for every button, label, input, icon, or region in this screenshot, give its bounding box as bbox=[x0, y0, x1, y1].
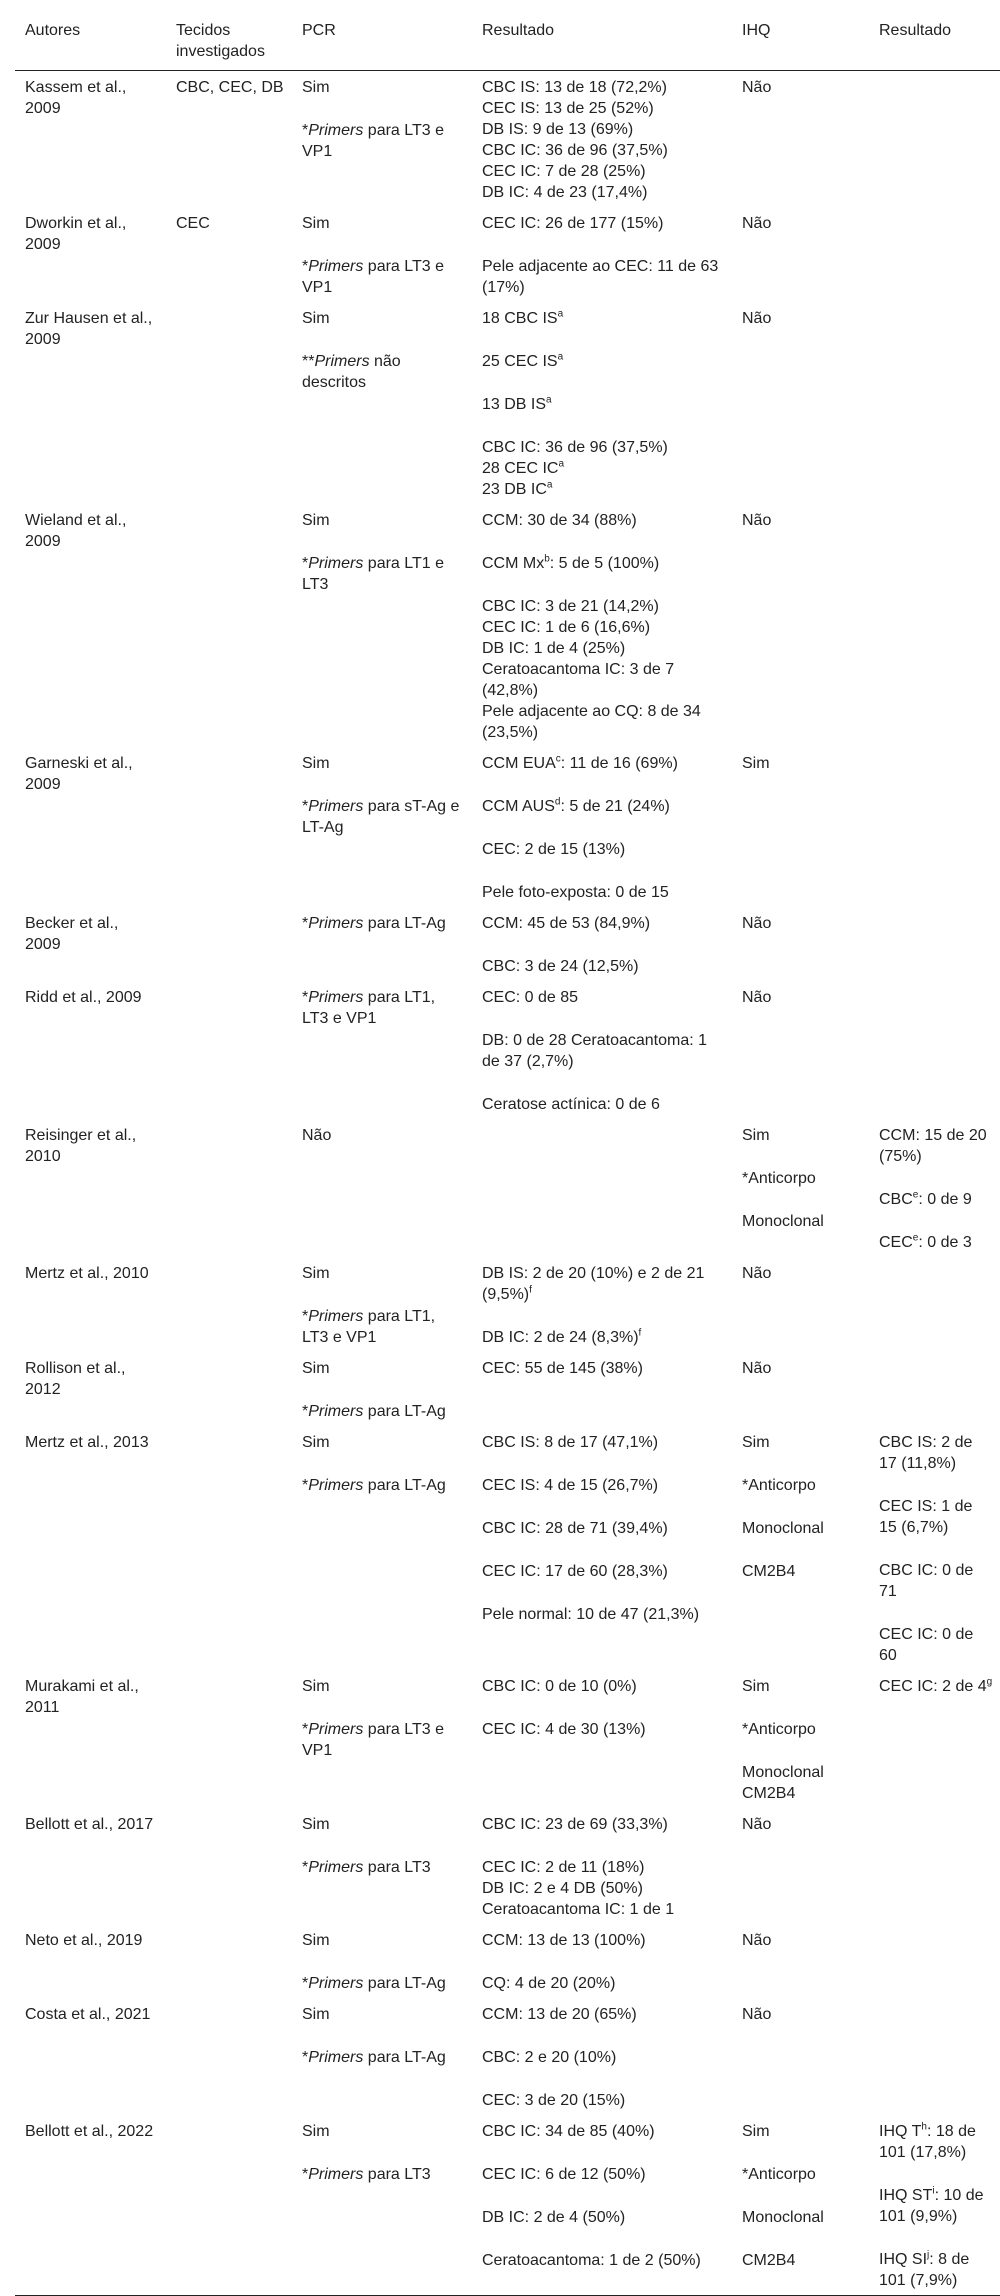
cell-ihq-resultado bbox=[869, 1808, 1000, 1924]
cell-line: Murakami et al., 2011 bbox=[25, 1678, 139, 1716]
cell-autores bbox=[15, 1119, 166, 1257]
cell-resultado bbox=[472, 2115, 732, 2296]
cell-tecidos bbox=[166, 2115, 292, 2296]
table-row bbox=[15, 1998, 1000, 2115]
cell-resultado bbox=[472, 302, 732, 504]
cell-line: CM2B4 bbox=[742, 1563, 796, 1580]
cell-line: Sim bbox=[302, 1816, 330, 1833]
cell-line: IHQ $ST^i$: 10 de 101 (9,9%) bbox=[879, 2185, 984, 2225]
cell-line: **Primers não descritos bbox=[302, 353, 401, 391]
cell-tecidos bbox=[166, 504, 292, 747]
table-row bbox=[15, 2115, 1000, 2296]
cell-pcr bbox=[292, 981, 472, 1119]
table-row bbox=[15, 907, 1000, 981]
cell-resultado bbox=[472, 1808, 732, 1924]
cell-line: Não bbox=[742, 310, 772, 327]
cell-line: CBC IC: 23 de 69 (33,3%) bbox=[482, 1816, 668, 1833]
cell-tecidos bbox=[166, 1998, 292, 2115]
cell-line: *Primers para LT3 bbox=[302, 2166, 431, 2183]
cell-line: Não bbox=[302, 1127, 332, 1144]
cell-ihq bbox=[732, 71, 869, 208]
cell-line: Ceratoacantoma IC: 3 de 7 (42,8%) bbox=[482, 661, 675, 699]
cell-line: Reisinger et al., 2010 bbox=[25, 1127, 137, 1165]
cell-ihq bbox=[732, 504, 869, 747]
cell-ihq bbox=[732, 1998, 869, 2115]
cell-line bbox=[176, 1125, 284, 1146]
cell-line: CEC IS: 1 de 15 (6,7%) bbox=[879, 1498, 973, 1536]
table-row bbox=[15, 1924, 1000, 1998]
table-row bbox=[15, 504, 1000, 747]
cell-resultado bbox=[472, 1426, 732, 1670]
cell-line: Não bbox=[742, 1360, 772, 1377]
cell-line: DB IC: 2 de 24 $(8,3\%)^f$ bbox=[482, 1327, 642, 1346]
cell-line: *Primers para LT-Ag bbox=[302, 2049, 446, 2066]
cell-tecidos bbox=[166, 1352, 292, 1426]
cell-autores bbox=[15, 71, 166, 208]
cell-line: CBC IC: 34 de 85 (40%) bbox=[482, 2123, 655, 2140]
cell-line: CM2B4 bbox=[742, 2252, 796, 2269]
cell-tecidos bbox=[166, 1119, 292, 1257]
cell-line: CQ: 4 de 20 (20%) bbox=[482, 1975, 616, 1992]
cell-tecidos bbox=[166, 1924, 292, 1998]
cell-line: CEC: 2 de 15 (13%) bbox=[482, 841, 626, 858]
cell-ihq bbox=[732, 207, 869, 302]
cell-line: CBC: 3 de 24 (12,5%) bbox=[482, 958, 639, 975]
cell-resultado bbox=[472, 907, 732, 981]
cell-line: Sim bbox=[302, 310, 330, 327]
cell-line: Sim bbox=[742, 1434, 770, 1451]
cell-autores bbox=[15, 504, 166, 747]
cell-line: Dworkin et al., 2009 bbox=[25, 215, 127, 253]
cell-pcr bbox=[292, 1998, 472, 2115]
table-row bbox=[15, 747, 1000, 907]
cell-resultado bbox=[472, 71, 732, 208]
cell-pcr bbox=[292, 1119, 472, 1257]
cell-line: Sim bbox=[742, 2123, 770, 2140]
header-resultado-pcr: Resultado bbox=[472, 0, 732, 71]
cell-line: *Primers para sT-Ag e LT-Ag bbox=[302, 798, 460, 836]
cell-ihq-resultado bbox=[869, 981, 1000, 1119]
cell-resultado bbox=[472, 504, 732, 747]
cell-line: DB IC: 2 e 4 DB (50%) bbox=[482, 1880, 643, 1897]
cell-line: CBC IC: 36 de 96 (37,5%) bbox=[482, 439, 668, 456]
cell-autores bbox=[15, 1670, 166, 1808]
cell-line: CBC IC: 28 de 71 (39,4%) bbox=[482, 1520, 668, 1537]
cell-tecidos bbox=[166, 981, 292, 1119]
cell-resultado bbox=[472, 1670, 732, 1808]
cell-ihq-resultado bbox=[869, 747, 1000, 907]
cell-line: CEC IC: 4 de 30 (13%) bbox=[482, 1721, 646, 1738]
cell-line: Mertz et al., 2013 bbox=[25, 1434, 149, 1451]
cell-line: CBC IC: 0 de 10 (0%) bbox=[482, 1678, 637, 1695]
cell-line: Pele foto-exposta: 0 de 15 bbox=[482, 884, 669, 901]
cell-line: DB IS: 9 de 13 (69%) bbox=[482, 121, 634, 138]
cell-autores bbox=[15, 747, 166, 907]
cell-line: CEC IC: 2 de 11 (18%) bbox=[482, 1859, 645, 1876]
cell-pcr bbox=[292, 1426, 472, 1670]
cell-line: CEC IC: 2 de 4$^g$ bbox=[879, 1676, 993, 1695]
cell-line: CCM EUA$^c$: 11 de 16 (69%) bbox=[482, 753, 678, 772]
cell-resultado bbox=[472, 1924, 732, 1998]
cell-line: CBC IC: 36 de 96 (37,5%) bbox=[482, 142, 668, 159]
cell-line: Sim bbox=[302, 1932, 330, 1949]
header-pcr: PCR bbox=[292, 0, 472, 71]
cell-line: *Anticorpo bbox=[742, 1721, 816, 1738]
cell-line: CEC IC: 1 de 6 (16,6%) bbox=[482, 619, 651, 636]
cell-line: *Primers para LT-Ag bbox=[302, 1403, 446, 1420]
cell-resultado bbox=[472, 1352, 732, 1426]
cell-line: 18 CBC $IS^a$ bbox=[482, 308, 564, 327]
cell-line: 25 CEC $IS^a$ bbox=[482, 351, 564, 370]
cell-line: Pele normal: 10 de 47 (21,3%) bbox=[482, 1606, 700, 1623]
table-row bbox=[15, 1670, 1000, 1808]
cell-line: CCM: 13 de 20 (65%) bbox=[482, 2006, 637, 2023]
cell-pcr bbox=[292, 1352, 472, 1426]
cell-line: CBC: 2 e 20 (10%) bbox=[482, 2049, 617, 2066]
cell-line: *Primers para LT3 e VP1 bbox=[302, 1721, 444, 1759]
cell-ihq bbox=[732, 1119, 869, 1257]
cell-line: IHQ $T^h$: 18 de 101 (17,8%) bbox=[879, 2121, 976, 2161]
table-row bbox=[15, 71, 1000, 208]
cell-ihq bbox=[732, 1257, 869, 1352]
table-row bbox=[15, 302, 1000, 504]
cell-line: Wieland et al., 2009 bbox=[25, 512, 127, 550]
cell-line: Sim bbox=[302, 79, 330, 96]
cell-pcr bbox=[292, 747, 472, 907]
cell-line: Sim bbox=[302, 512, 330, 529]
cell-tecidos bbox=[166, 1808, 292, 1924]
cell-line: 28 CEC $IC^a$ bbox=[482, 458, 565, 477]
cell-ihq bbox=[732, 907, 869, 981]
cell-line: Não bbox=[742, 1816, 772, 1833]
cell-line bbox=[176, 987, 284, 1008]
cell-line: Sim bbox=[302, 1678, 330, 1695]
table-row bbox=[15, 207, 1000, 302]
cell-line: 23 DB $IC^a$ bbox=[482, 479, 553, 498]
cell-line: CEC IC: 6 de 12 (50%) bbox=[482, 2166, 646, 2183]
cell-line: CEC IS: 4 de 15 (26,7%) bbox=[482, 1477, 659, 1494]
cell-line: CEC: 0 de 85 bbox=[482, 989, 579, 1006]
cell-line: Garneski et al., 2009 bbox=[25, 755, 133, 793]
cell-line: CCM: 15 de 20 (75%) bbox=[879, 1127, 987, 1165]
cell-tecidos bbox=[166, 907, 292, 981]
cell-pcr bbox=[292, 504, 472, 747]
cell-ihq-resultado bbox=[869, 1924, 1000, 1998]
cell-line: Sim bbox=[302, 215, 330, 232]
cell-resultado bbox=[472, 1998, 732, 2115]
cell-line: Sim bbox=[302, 1434, 330, 1451]
cell-line: Não bbox=[742, 915, 772, 932]
cell-line: Kassem et al., 2009 bbox=[25, 79, 127, 117]
cell-line: Sim bbox=[302, 1360, 330, 1377]
cell-autores bbox=[15, 1352, 166, 1426]
cell-line: Não bbox=[742, 512, 772, 529]
cell-line: CCM: 30 de 34 (88%) bbox=[482, 512, 637, 529]
cell-line: CEC bbox=[176, 215, 210, 232]
header-autores: Autores bbox=[15, 0, 166, 71]
table-row bbox=[15, 1808, 1000, 1924]
cell-line: *Primers para LT1, LT3 e VP1 bbox=[302, 989, 436, 1027]
cell-line: Não bbox=[742, 989, 772, 1006]
studies-table bbox=[15, 0, 1000, 2296]
cell-line: *Primers para LT1, LT3 e VP1 bbox=[302, 1308, 436, 1346]
cell-line bbox=[176, 2004, 284, 2025]
cell-line: *Anticorpo bbox=[742, 1170, 816, 1187]
cell-resultado bbox=[472, 1257, 732, 1352]
cell-line: Rollison et al., 2012 bbox=[25, 1360, 126, 1398]
cell-ihq-resultado bbox=[869, 1352, 1000, 1426]
cell-line bbox=[176, 1814, 284, 1835]
cell-line: DB IC: 2 de 4 (50%) bbox=[482, 2209, 626, 2226]
cell-ihq bbox=[732, 1924, 869, 1998]
cell-autores bbox=[15, 1998, 166, 2115]
cell-pcr bbox=[292, 71, 472, 208]
cell-line: CBC IS: 13 de 18 (72,2%) bbox=[482, 79, 667, 96]
cell-line: *Primers para LT-Ag bbox=[302, 915, 446, 932]
cell-line: CCM AUS$^d$: 5 de 21 (24%) bbox=[482, 796, 670, 815]
cell-line: Monoclonal CM2B4 bbox=[742, 1764, 824, 1802]
cell-line: DB: 0 de 28 Ceratoacantoma: 1 de 37 (2,7%) bbox=[482, 1032, 708, 1070]
cell-line: CEC: 55 de 145 (38%) bbox=[482, 1360, 643, 1377]
cell-ihq bbox=[732, 1808, 869, 1924]
cell-ihq-resultado bbox=[869, 907, 1000, 981]
cell-ihq-resultado bbox=[869, 207, 1000, 302]
cell-line: Ceratose actínica: 0 de 6 bbox=[482, 1096, 660, 1113]
cell-ihq bbox=[732, 981, 869, 1119]
cell-line bbox=[176, 1930, 284, 1951]
cell-line: Ceratoacantoma: 1 de 2 (50%) bbox=[482, 2252, 701, 2269]
cell-line bbox=[176, 753, 284, 774]
cell-line: Sim bbox=[302, 2006, 330, 2023]
cell-line bbox=[176, 1358, 284, 1379]
cell-line bbox=[176, 308, 284, 329]
cell-line: CBC, CEC, DB bbox=[176, 79, 284, 96]
cell-pcr bbox=[292, 1670, 472, 1808]
cell-ihq-resultado bbox=[869, 1998, 1000, 2115]
cell-line: *Primers para LT-Ag bbox=[302, 1975, 446, 1992]
cell-line: Sim bbox=[742, 755, 770, 772]
cell-line: DB IS: 2 de 20 (10%) e 2 de 21 $(9,5\%)^f$ bbox=[482, 1265, 705, 1303]
cell-line: Monoclonal bbox=[742, 1213, 824, 1230]
cell-line: Pele adjacente ao CQ: 8 de 34 (23,5%) bbox=[482, 703, 701, 741]
cell-resultado bbox=[472, 207, 732, 302]
cell-line: Mertz et al., 2010 bbox=[25, 1265, 149, 1282]
cell-autores bbox=[15, 1808, 166, 1924]
cell-line: CEC$^e$: 0 de 3 bbox=[879, 1232, 972, 1251]
cell-ihq bbox=[732, 302, 869, 504]
cell-line: CBC IS: 2 de 17 (11,8%) bbox=[879, 1434, 973, 1472]
cell-line: Ceratoacantoma IC: 1 de 1 bbox=[482, 1901, 675, 1918]
cell-line: *Anticorpo bbox=[742, 2166, 816, 2183]
cell-ihq bbox=[732, 1352, 869, 1426]
cell-line: Becker et al., 2009 bbox=[25, 915, 119, 953]
cell-line: DB IC: 4 de 23 (17,4%) bbox=[482, 184, 648, 201]
cell-ihq-resultado bbox=[869, 71, 1000, 208]
cell-line: Bellott et al., 2017 bbox=[25, 1816, 154, 1833]
header-row bbox=[15, 0, 1000, 71]
cell-line: Zur Hausen et al., 2009 bbox=[25, 310, 153, 348]
cell-line bbox=[176, 1263, 284, 1284]
cell-autores bbox=[15, 1257, 166, 1352]
header-ihq: IHQ bbox=[732, 0, 869, 71]
cell-line: Sim bbox=[302, 755, 330, 772]
cell-line: *Primers para LT3 e VP1 bbox=[302, 258, 444, 296]
cell-pcr bbox=[292, 1924, 472, 1998]
cell-tecidos bbox=[166, 1670, 292, 1808]
cell-ihq-resultado bbox=[869, 1257, 1000, 1352]
cell-ihq bbox=[732, 747, 869, 907]
cell-autores bbox=[15, 1924, 166, 1998]
cell-line: CBC$^e$: 0 de 9 bbox=[879, 1189, 972, 1208]
cell-ihq-resultado bbox=[869, 1119, 1000, 1257]
cell-line: Sim bbox=[742, 1127, 770, 1144]
cell-ihq-resultado bbox=[869, 1426, 1000, 1670]
cell-tecidos bbox=[166, 71, 292, 208]
header-tecidos: Tecidos investigados bbox=[166, 0, 292, 71]
cell-ihq-resultado bbox=[869, 302, 1000, 504]
cell-line: *Primers para LT3 e VP1 bbox=[302, 122, 444, 160]
cell-line: Não bbox=[742, 2006, 772, 2023]
cell-autores bbox=[15, 981, 166, 1119]
cell-ihq-resultado bbox=[869, 504, 1000, 747]
cell-pcr bbox=[292, 302, 472, 504]
cell-tecidos bbox=[166, 1257, 292, 1352]
cell-ihq bbox=[732, 1426, 869, 1670]
cell-line: CBC IS: 8 de 17 (47,1%) bbox=[482, 1434, 659, 1451]
cell-line: CEC: 3 de 20 (15%) bbox=[482, 2092, 626, 2109]
cell-line: CEC IC: 17 de 60 (28,3%) bbox=[482, 1563, 668, 1580]
cell-line: *Primers para LT3 bbox=[302, 1859, 431, 1876]
cell-line: Bellott et al., 2022 bbox=[25, 2123, 154, 2140]
cell-line bbox=[176, 1432, 284, 1453]
cell-ihq-resultado bbox=[869, 1670, 1000, 1808]
cell-line: Não bbox=[742, 1265, 772, 1282]
cell-line: Neto et al., 2019 bbox=[25, 1932, 143, 1949]
cell-line: DB IC: 1 de 4 (25%) bbox=[482, 640, 626, 657]
cell-line: Não bbox=[742, 1932, 772, 1949]
table-row bbox=[15, 1426, 1000, 1670]
cell-line: Sim bbox=[302, 1265, 330, 1282]
cell-autores bbox=[15, 207, 166, 302]
cell-line: *Primers para LT-Ag bbox=[302, 1477, 446, 1494]
cell-line: CEC IC: 0 de 60 bbox=[879, 1626, 974, 1664]
cell-pcr bbox=[292, 207, 472, 302]
cell-autores bbox=[15, 907, 166, 981]
table-row bbox=[15, 1352, 1000, 1426]
cell-pcr bbox=[292, 2115, 472, 2296]
cell-line: CEC IC: 26 de 177 (15%) bbox=[482, 215, 664, 232]
cell-line: CCM: 45 de 53 (84,9%) bbox=[482, 915, 651, 932]
cell-line: Não bbox=[742, 79, 772, 96]
cell-resultado bbox=[472, 981, 732, 1119]
cell-resultado bbox=[472, 1119, 732, 1257]
cell-tecidos bbox=[166, 207, 292, 302]
cell-line: Monoclonal bbox=[742, 1520, 824, 1537]
cell-line: CEC IS: 13 de 25 (52%) bbox=[482, 100, 654, 117]
cell-line: CEC IC: 7 de 28 (25%) bbox=[482, 163, 646, 180]
cell-line: Costa et al., 2021 bbox=[25, 2006, 151, 2023]
table-row bbox=[15, 1257, 1000, 1352]
cell-line bbox=[176, 913, 284, 934]
cell-resultado bbox=[472, 747, 732, 907]
cell-pcr bbox=[292, 907, 472, 981]
cell-autores bbox=[15, 2115, 166, 2296]
cell-pcr bbox=[292, 1257, 472, 1352]
cell-line: Pele adjacente ao CEC: 11 de 63 (17%) bbox=[482, 258, 719, 296]
cell-tecidos bbox=[166, 1426, 292, 1670]
cell-tecidos bbox=[166, 747, 292, 907]
cell-autores bbox=[15, 1426, 166, 1670]
cell-line bbox=[176, 2121, 284, 2142]
cell-line: CCM: 13 de 13 (100%) bbox=[482, 1932, 646, 1949]
cell-line: IHQ $SI^j$: 8 de 101 (7,9%) bbox=[879, 2249, 970, 2289]
cell-pcr bbox=[292, 1808, 472, 1924]
table-row bbox=[15, 1119, 1000, 1257]
cell-line: CBC IC: 0 de 71 bbox=[879, 1562, 974, 1600]
cell-line: *Anticorpo bbox=[742, 1477, 816, 1494]
cell-line: Monoclonal bbox=[742, 2209, 824, 2226]
cell-ihq bbox=[732, 1670, 869, 1808]
cell-line: Sim bbox=[742, 1678, 770, 1695]
cell-line: Sim bbox=[302, 2123, 330, 2140]
cell-line: CBC IC: 3 de 21 (14,2%) bbox=[482, 598, 659, 615]
header-resultado-ihq: Resultado bbox=[869, 0, 1000, 71]
cell-line: *Primers para LT1 e LT3 bbox=[302, 555, 444, 593]
cell-line: Ridd et al., 2009 bbox=[25, 989, 142, 1006]
table-row bbox=[15, 981, 1000, 1119]
cell-line bbox=[176, 510, 284, 531]
cell-line: CCM Mx$^b$: 5 de 5 (100%) bbox=[482, 553, 660, 572]
cell-line: 13 DB $IS^a$ bbox=[482, 394, 552, 413]
cell-autores bbox=[15, 302, 166, 504]
cell-tecidos bbox=[166, 302, 292, 504]
cell-line: Não bbox=[742, 215, 772, 232]
cell-line bbox=[176, 1676, 284, 1697]
cell-ihq-resultado bbox=[869, 2115, 1000, 2296]
cell-ihq bbox=[732, 2115, 869, 2296]
